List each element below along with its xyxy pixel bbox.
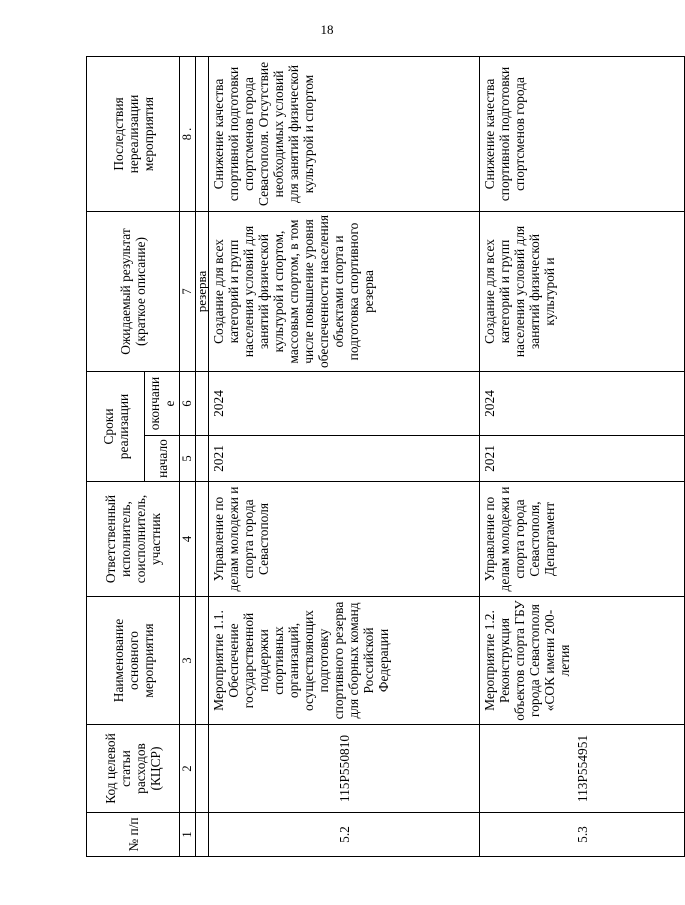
- col-number: 6: [180, 371, 196, 435]
- header-end: окончание: [145, 371, 180, 435]
- row-executor: Управление по делам молодежи и спорта города Севастополя, Департамент: [480, 482, 685, 597]
- header-name: Наименование основного мероприятия: [87, 597, 180, 725]
- empty-cell: [196, 56, 209, 211]
- empty-cell: [196, 597, 209, 725]
- col-number: 1: [180, 813, 196, 857]
- row-num: 5.2: [209, 813, 480, 857]
- rotated-table-area: [86, 57, 616, 857]
- rotated-table-container: [86, 57, 616, 857]
- col-number: 2: [180, 725, 196, 813]
- col-number: 8 .: [180, 56, 196, 211]
- header-consequence: Последствия нереализации мероприятия: [87, 56, 180, 211]
- row-code: 113P554951: [480, 725, 685, 813]
- header-row: [87, 56, 145, 856]
- row-end: 2024: [209, 371, 480, 435]
- row-start: 2021: [209, 436, 480, 482]
- table-row: [480, 56, 685, 856]
- row-name: Мероприятие 1.2. Реконструкция объектов спорта ГБУ города Севастополя «СОК имени 200-летия: [480, 597, 685, 725]
- header-num: № п/п: [87, 813, 180, 857]
- col-number: 3: [180, 597, 196, 725]
- empty-cell: [196, 371, 209, 435]
- col-number: 4: [180, 482, 196, 597]
- row-name: Мероприятие 1.1. Обеспечение государственной поддержки спортивных организаций, осуществляющих подготовку спортивного резерва для сборных команд Российской Федерации: [209, 597, 480, 725]
- row-executor: Управление по делам молодежи и спорта города Севастополя: [209, 482, 480, 597]
- continuation-text: резерва: [196, 211, 209, 371]
- continuation-row: [196, 56, 209, 856]
- row-end: 2024: [480, 371, 685, 435]
- header-start: начало: [145, 436, 180, 482]
- row-result: Создание для всех категорий и групп населения условий для занятий физической культурой и спортом, массовым спортом, в том числе повышение уровня обеспеченности населения объектами спорта и подготовка спортивного резерва: [209, 211, 480, 371]
- header-code: Код целевой статьи расходов (КЦСР): [87, 725, 180, 813]
- header-executor: Ответственный исполнитель, соисполнитель, участник: [87, 482, 180, 597]
- empty-cell: [196, 482, 209, 597]
- empty-cell: [196, 725, 209, 813]
- page-number: 18: [320, 22, 334, 37]
- header-terms: Сроки реализации: [87, 371, 145, 481]
- table-row: [209, 56, 480, 856]
- measures-table: [86, 56, 685, 857]
- col-number: 5: [180, 436, 196, 482]
- column-numbers-row: [180, 56, 196, 856]
- row-code: 115P550810: [209, 725, 480, 813]
- empty-cell: [196, 436, 209, 482]
- row-num: 5.3: [480, 813, 685, 857]
- col-number: 7: [180, 211, 196, 371]
- row-result: Создание для всех категорий и групп населения условий для занятий физической культурой и: [480, 211, 685, 371]
- row-consequence: Снижение качества спортивной подготовки спортсменов города Севастополя. Отсутствие необходимых условий для занятий физической культурой и спортом: [209, 56, 480, 211]
- row-consequence: Снижение качества спортивной подготовки спортсменов города: [480, 56, 685, 211]
- row-start: 2021: [480, 436, 685, 482]
- header-result: Ожидаемый результат (краткое описание): [87, 211, 180, 371]
- empty-cell: [196, 813, 209, 857]
